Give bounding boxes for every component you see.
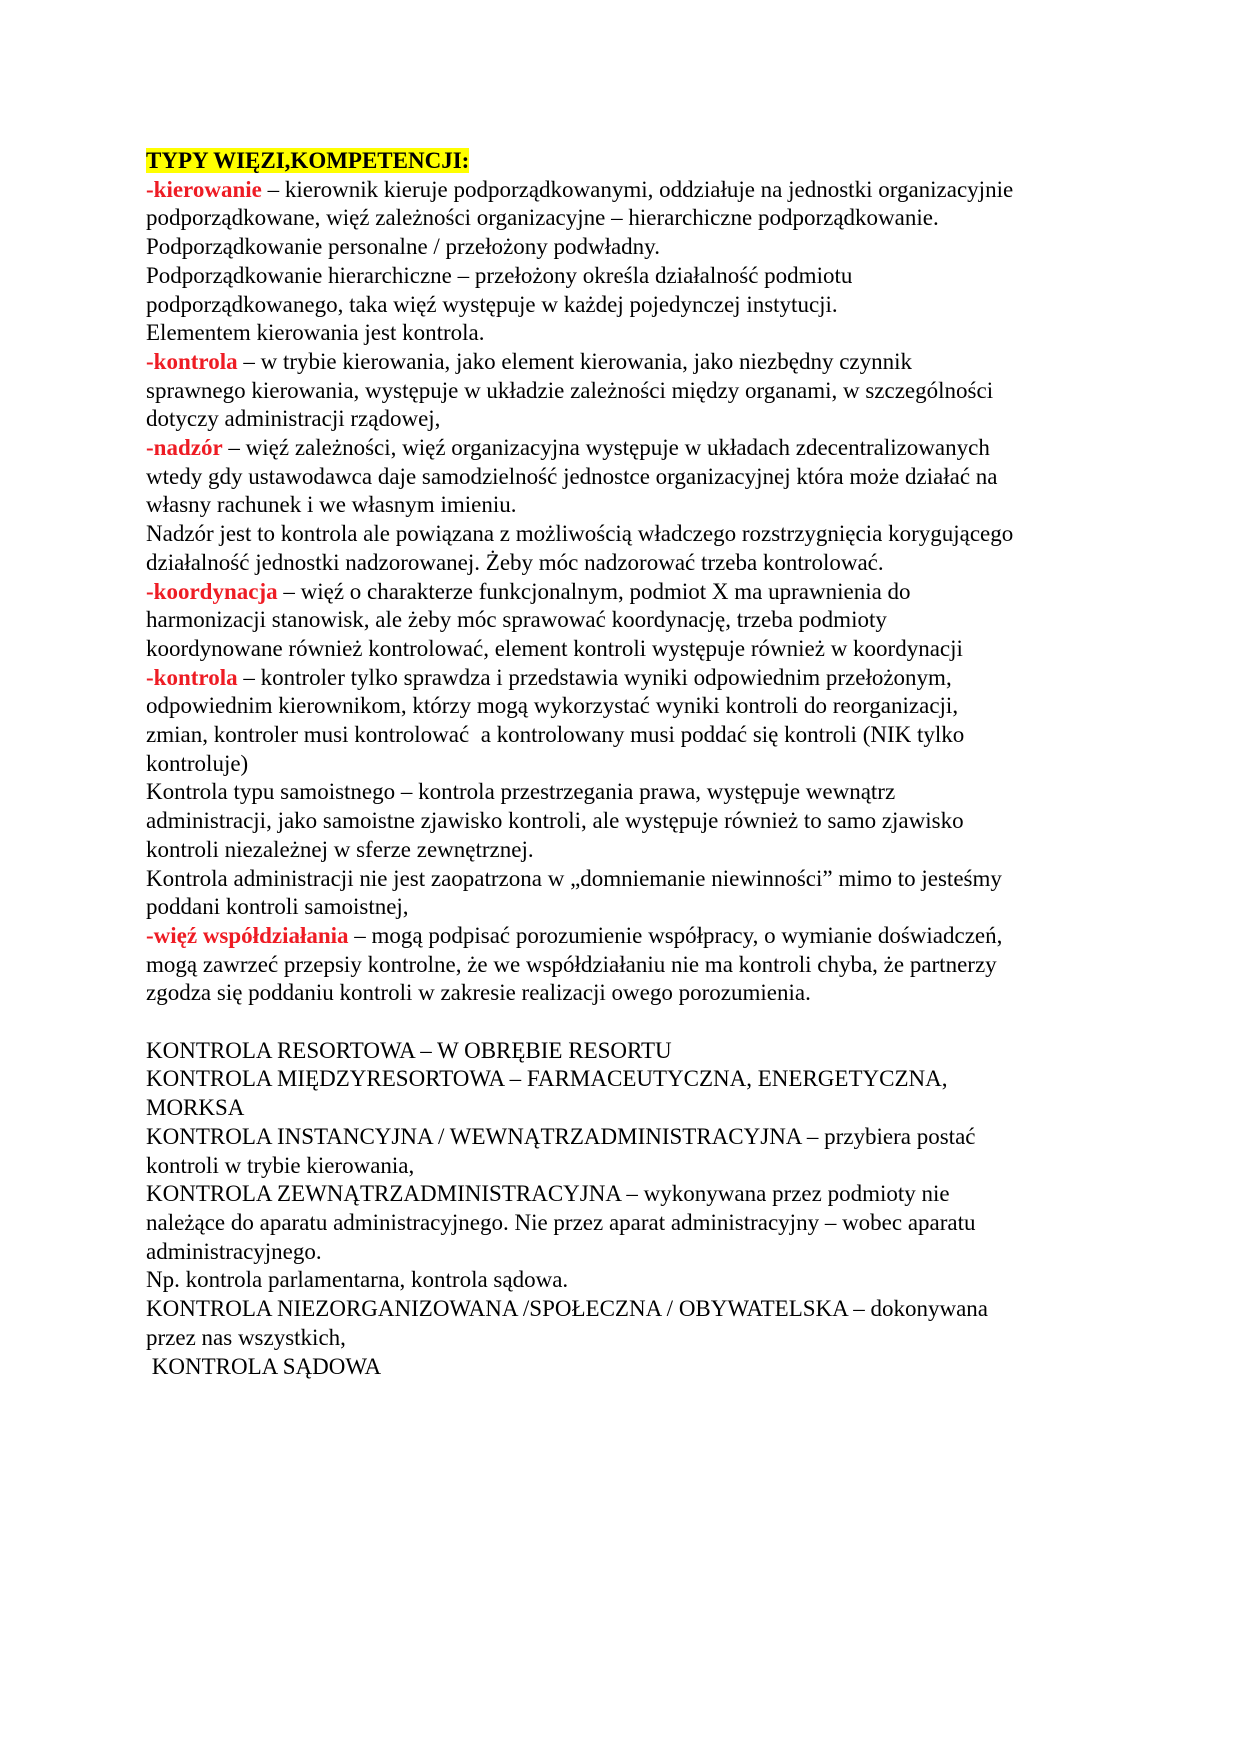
paragraph-line: Elementem kierowania jest kontrola. [146,320,485,346]
text-span: – mogą podpisać porozumienie współpracy, o wymianie doświadczeń, [348,922,1003,948]
paragraph-line: Podporządkowanie personalne / przełożony podwładny. [146,234,660,260]
paragraph-line: MORKSA [146,1095,245,1121]
keyword-kontrola: -kontrola [146,664,238,690]
paragraph-line: kontroli w trybie kierowania, [146,1152,415,1178]
paragraph-line: Kontrola typu samoistnego – kontrola przestrzegania prawa, występuje wewnątrz [146,779,896,805]
paragraph-line: harmonizacji stanowisk, ale żeby móc sprawować koordynację, trzeba podmioty [146,607,887,633]
paragraph-line: należące do aparatu administracyjnego. Nie przez aparat administracyjny – wobec aparatu [146,1210,976,1235]
text-span: – więź o charakterze funkcjonalnym, podmiot X ma uprawnienia do [277,578,911,604]
paragraph-line: zmian, kontroler musi kontrolować a kontrolowany musi poddać się kontroli (NIK tylko [146,722,965,748]
title-line [146,147,1106,176]
paragraph-line: KONTROLA SĄDOWA [146,1353,382,1379]
paragraph-line: administracji, jako samoistne zjawisko kontroli, ale występuje również to samo zjawisko [146,808,964,834]
blank-line [146,1008,1106,1037]
paragraph-line: KONTROLA RESORTOWA – W OBRĘBIE RESORTU [146,1037,672,1063]
paragraph-line: poddani kontroli samoistnej, [146,894,409,920]
paragraph-line: KONTROLA MIĘDZYRESORTOWA – FARMACEUTYCZNA, ENERGETYCZNA, [146,1066,948,1092]
paragraph-line: administracyjnego. [146,1238,322,1264]
keyword-kierowanie: -kierowanie [146,176,262,202]
paragraph-line: podporządkowane, więź zależności organizacyjne – hierarchiczne podporządkowanie. [146,205,939,231]
paragraph-line [146,664,1106,693]
paragraph-line: kontroli niezależnej w sferze zewnętrznej. [146,836,534,862]
paragraph-line [146,176,1106,205]
paragraph-line: KONTROLA ZEWNĄTRZADMINISTRACYJNA – wykonywana przez podmioty nie [146,1181,950,1207]
paragraph-line: sprawnego kierowania, występuje w układzie zależności między organami, w szczególności [146,377,994,403]
paragraph-line [146,922,1106,951]
paragraph-line: Np. kontrola parlamentarna, kontrola sądowa. [146,1267,569,1293]
paragraph-line: dotyczy administracji rządowej, [146,406,441,432]
paragraph-line: Nadzór jest to kontrola ale powiązana z możliwością władczego rozstrzygnięcia korygującego [146,521,1014,547]
text-span: – kontroler tylko sprawdza i przedstawia wyniki odpowiednim przełożonym, [237,664,952,690]
keyword-koordynacja: -koordynacja [146,578,278,604]
paragraph-line: koordynowane również kontrolować, element kontroli występuje również w koordynacji [146,635,963,661]
paragraph-line [146,578,1106,607]
document-body [146,147,1106,1381]
document-title: TYPY WIĘZI,KOMPETENCJI: [146,148,470,173]
paragraph-line: odpowiednim kierownikom, którzy mogą wykorzystać wyniki kontroli do reorganizacji, [146,693,959,719]
paragraph-line: KONTROLA NIEZORGANIZOWANA /SPOŁECZNA / OBYWATELSKA – dokonywana [146,1296,989,1322]
paragraph-line: kontroluje) [146,750,249,776]
paragraph-line: podporządkowanego, taka więź występuje w każdej pojedynczej instytucji. [146,291,838,317]
paragraph-line: własny rachunek i we własnym imieniu. [146,492,517,518]
paragraph-line: Podporządkowanie hierarchiczne – przełożony określa działalność podmiotu [146,262,853,288]
paragraph-line: mogą zawrzeć przepsiy kontrolne, że we współdziałaniu nie ma kontroli chyba, że partnerzy [146,951,997,977]
paragraph-line: KONTROLA INSTANCYJNA / WEWNĄTRZADMINISTRACYJNA – przybiera postać [146,1123,976,1149]
paragraph-line: Kontrola administracji nie jest zaopatrzona w „domniemanie niewinności” mimo to jesteśmy [146,865,1002,891]
text-span: – w trybie kierowania, jako element kierowania, jako niezbędny czynnik [237,348,913,374]
paragraph-line: działalność jednostki nadzorowanej. Żeby móc nadzorować trzeba kontrolować. [146,549,884,575]
keyword-nadzor: -nadzór [146,435,223,461]
keyword-wiez-wspoldzialania: -więź współdziałania [146,922,349,948]
paragraph-line: zgodza się poddaniu kontroli w zakresie realizacji owego porozumienia. [146,980,811,1006]
text-span: – więź zależności, więź organizacyjna występuje w układach zdecentralizowanych [222,435,990,461]
keyword-kontrola: -kontrola [146,348,238,374]
paragraph-line: przez nas wszystkich, [146,1324,346,1350]
paragraph-line [146,348,1106,377]
text-span: – kierownik kieruje podporządkowanymi, oddziałuje na jednostki organizacyjnie [261,176,1014,202]
paragraph-line: wtedy gdy ustawodawca daje samodzielność jednostce organizacyjnej która może działać na [146,463,998,489]
paragraph-line [146,434,1106,463]
